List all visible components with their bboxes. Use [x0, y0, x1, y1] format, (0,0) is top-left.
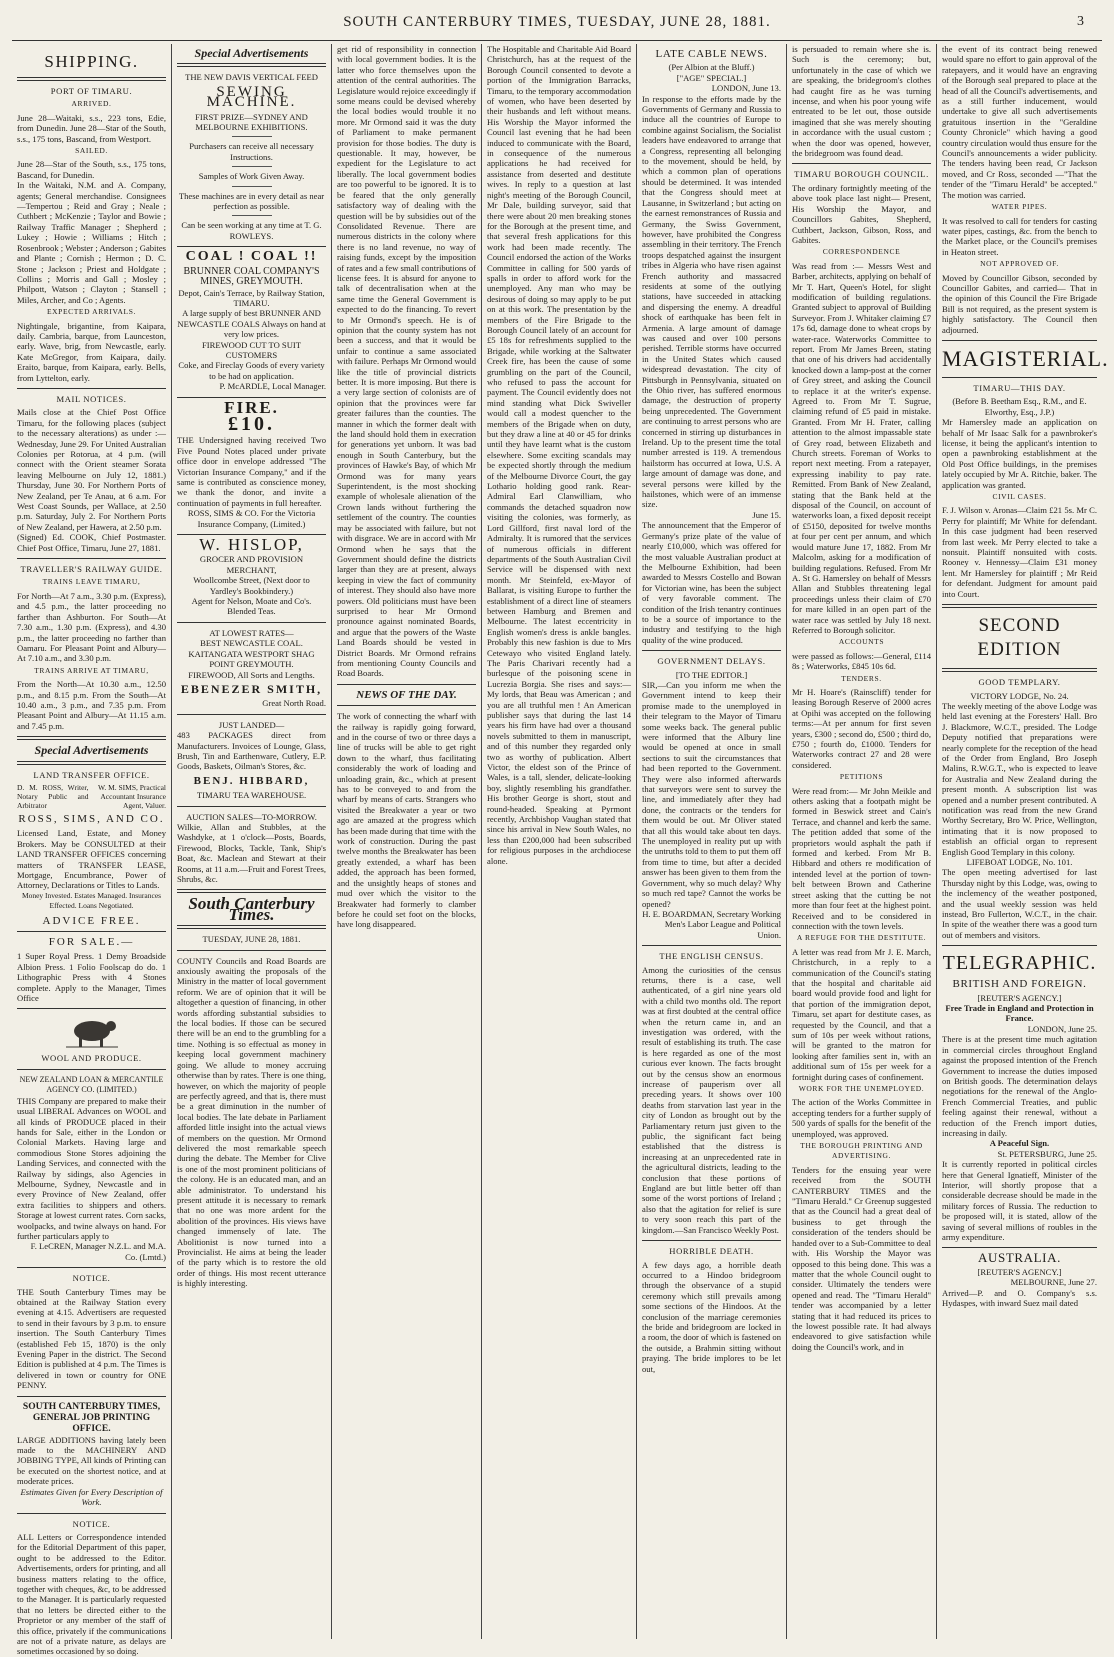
hislop-agent: Agent for Nelson, Moate and Co's. Blended Teas. — [191, 596, 312, 617]
column-1 — [12, 44, 172, 1657]
masthead — [0, 0, 1114, 34]
in-port-text: In the Waitaki, N.M. and A. Company, agents; General merchandise. Consignees —Tempertou ; Reid and Gray ; Neale ; Cuthbert ; McKenzie ; Taylor and Bowie ; Railway Traffic Manager ; Shepherd ; Lukey ; Howie ; Williams ; Hitch ; Rosenbrook ; Webster ; Anderson ; Gabites and Plante ; Cornish ; Hermon ; D. C. Stone ; Jackson ; Priest and Holdgate ; Collins ; Morris and Gall ; Mosley ; Philpott, Watson ; Clayton ; Stansell ; Miles, Archer, and Co ; Agents. — [17, 180, 166, 305]
mail-text: Mails close at the Chief Post Office Timaru, for the following places (subject to the necessary alterations) as under :— Wednesday, June 29. For United Australian Colonies per Rotorua, at 4 p.m. (will connect with the Orient steamer Sorata leaving Melbourne on July 12, 1881.) Thursday, June 30. For Northern Ports of New Zealand, per Te Anau, at 6 a.m. For West Coast Sounds, per Wallace, at 2.50 p.m. Saturday, July 2. For Northern Ports of New Zealand, per Hawera, at 2.50 p.m. — [17, 407, 166, 532]
sewing-machine-heading: SEWING MACHINE. — [206, 83, 297, 111]
smith-sub: Great North Road. — [262, 698, 326, 709]
horrible-continued: is persuaded to remain where she is. Such is the ceremony; but, unfortunately in the case of which we are speaking, the bridegroom's clothes had caught fire as he was turning incense, and when his poor young wife entreated to be let out, those outside imagined that she was merely shouting in accordance with the usual custom ; when the door was opened, however, the bridegroom was found dead. — [792, 44, 931, 159]
divider — [17, 1069, 166, 1070]
petitions-text: Were read from:— Mr John Meikle and others asking that a footpath might be formed in Beswick street and Cain's Terrace, and channel and kerb the same. The petition added that some of the proprietors would asphalt the path if formed and kerbed. From Mr B. Hibbard and others re modification of intended level at the portion of town-belt between Brown and Catherine street asking that the cutting be not more than four feet at the highest point. Received and to be considered in connection with the town levels. — [792, 785, 931, 931]
trains-arrive-text: From the North—At 10.30 a.m., 12.50 p.m., and 8.15 p.m. From the South—At 10.40 a.m., 3 p.m., and 7.35 p.m. From Pleasant Point and Albury—At 11.15 a.m. and 7.45 p.m. — [17, 679, 166, 731]
printing-text: Tenders for the ensuing year were received from the SOUTH CANTERBURY TIMES and the "Timaru Herald." Cr Greenup suggested that as the Council had a great deal of business to get through the consideration of the tenders should be handed over to a Sub-Committee to deal with. His Worship the Mayor was opposed to this being done. This was a matter that the whole Council ought to consider. Ultimately the tenders were opened and read. The "Timaru Herald" tender was accompanied by a letter stating that it had reduced its prices to the lowest possible rate. It had always endeavored to give satisfaction while doing the Council's work, and in — [792, 1164, 931, 1352]
hislop-address: Woollcombe Street, (Next door to Yardley's Bookbindery.) — [193, 575, 310, 596]
borough-heading: TIMARU BOROUGH COUNCIL. — [794, 169, 929, 180]
tenders-text: Mr H. Hoare's (Rainscliff) tender for leasing Borough Reserve of 2000 acres at Opihi was accepted on the following terms:—At per annum for first seven years, £300 ; second do, £500 ; third do, £750 ; fourth do, £1000. Tenders for Waterworks contract 27 and 28 were considered. — [792, 686, 931, 770]
divider — [17, 388, 166, 389]
london-dateline: LONDON, June 25. — [1027, 1023, 1097, 1034]
gov-delays-heading: GOVERNMENT DELAYS. — [657, 656, 766, 667]
accounts-label: ACCOUNTS — [838, 637, 885, 647]
lifeboat-lodge: LIFEBOAT LODGE, No. 101. — [966, 857, 1073, 867]
trains-leave-text: For North—At 7 a.m., 3.30 p.m. (Express), and 4.5 p.m., the latter proceeding no farther than Ashburton. For South—At 7.30 a.m., 1.30 p.m. (Express), and 4.30 p.m., the latter proceeding no farther than Oamaru. For Pleasant Point and Albury—At 7.10 a.m., and 3.30 p.m. — [17, 590, 166, 664]
ross-firm: ROSS, SIMS, AND CO. — [18, 812, 165, 825]
divider — [642, 945, 781, 946]
expected-text: Nightingale, brigantine, from Kaipara, daily. Cambria, barque, from Launceston, early. Wave, brig, from Newcastle, early. Kate McGregor, from Kaipara, daily. Eraito, barque, from Kaipara, early. Bells, from Lyttelton, early. — [17, 320, 166, 383]
water-pipes-label: WATER PIPES. — [991, 202, 1048, 212]
divider — [942, 604, 1097, 608]
notice-heading: NOTICE. — [72, 1273, 111, 1284]
hislop-heading: W. HISLOP, — [199, 535, 304, 555]
hibbard-heading: BENJ. HIBBARD, — [193, 774, 310, 787]
packages-text: 483 PACKAGES direct from Manufacturers. Invoices of Lounge, Glass, Brush, Tin and Earthenware, Cutlery, E.P. Goods, Baskets, Oilman's Stores, &c. — [177, 730, 326, 772]
divider — [17, 736, 166, 740]
accounts-text: were passed as follows:—General, £114 8s ; Waterworks, £845 10s 6d. — [792, 650, 931, 672]
cable-sub: (Per Albion at the Bluff.) — [668, 62, 755, 73]
divider — [177, 806, 326, 807]
for-sale-text: 1 Super Royal Press. 1 Demy Broadside Albion Press. 1 Folio Foolscap do do. 1 Lithographic Press with 4 Stones complete. Apply to the Manager, Times Office — [17, 951, 166, 1004]
borough-text-2: Was read from :— Messrs West and Barber, architects, applying on behalf of Mr T. Hart, Queen's Hotel, for slight modification of building regulations. Granted subject to approval of Building Surveyor. From J. Whitaker claiming £7 17s 6d, damage done to wheat crops by water-race. Waterworks Committee to report. From Mr James Breen, stating that one of his drivers had accidentally knocked down a lamp-post at the corner of Grey street, and asking the Council to replace it at the writer's expense. Agreed to. From Mr T. Sugrue, claiming refund of £5 paid in mistake. Granted. From Mr H. Frater, calling attention to the almost impassable state of Grey road, between Elizabeth and Church streets. Foreman of Works to report next meeting. From a ratepayer, expressing inability to pay rate. Remitted. From Bank of New Zealand, stating that the Bank held at the disposal of the Council, on account of waterworks loan, a fixed deposit receipt of £5150, deposited for twelve months at four per cent per annum, and which would mature June 17, 1882. From Mr Malcolm, asking for a modification of building regulations. Refused. From Mr A. St G. Hamersley on behalf of Messrs Allan and Stubbles threatening legal proceedings unless their claim of £70 for mare killed in an open part of the water race was settled by July 18 next. Referred to Borough solicitor. — [792, 260, 931, 635]
hislop-sub: GROCER AND PROVISION MERCHANT, — [199, 554, 304, 575]
petitions-label: PETITIONS — [839, 772, 884, 782]
running-head: SOUTH CANTERBURY TIMES, TUESDAY, JUNE 28, 1881. — [343, 14, 771, 30]
top-rule — [12, 40, 1102, 41]
cable-dateline: LONDON, June 13. — [711, 83, 781, 94]
second-edition-heading: SECOND EDITION — [977, 615, 1062, 661]
cable-heading: LATE CABLE NEWS. — [655, 48, 768, 60]
divider — [177, 63, 326, 67]
for-sale-heading: FOR SALE.— — [48, 936, 135, 949]
prize-text: FIRST PRIZE—SYDNEY AND MELBOURNE EXHIBITIONS. — [195, 111, 308, 133]
magisterial-heading: MAGISTERIAL. — [942, 345, 1109, 371]
divider — [232, 215, 272, 216]
divider — [642, 650, 781, 651]
trains-arrive-heading: TRAINS ARRIVE AT TIMARU, — [34, 665, 149, 675]
samples-text: Samples of Work Given Away. — [198, 171, 305, 182]
sailed-text: June 28—Star of the South, s.s., 175 tons, Bascand, for Dunedin. — [17, 159, 166, 180]
free-trade-text: There is at the present time much agitation in commercial circles throughout England against the proposed intention of the French Government to increase the duties imposed on British goods. The determination delays negotiations for the renewal of the Anglo-French Commercial Treaties, and public feeling against their renewal, without a reduction of the French import duties, increasing in daily. — [942, 1034, 1097, 1138]
divider — [942, 668, 1097, 672]
fire-text: THE Undersigned having received Two Five Pound Notes placed under private office door in envelope addressed "The Victorian Insurance Company," and if the same is contributed as conscience money, we thank the donor, and invite a continuation of payments in full hereafter. — [177, 435, 326, 508]
british-foreign-heading: BRITISH AND FOREIGN. — [952, 978, 1087, 991]
railway-heading: TRAVELLER'S RAILWAY GUIDE. — [20, 564, 163, 575]
divider — [17, 558, 166, 559]
mail-signed: (Signed) Ed. COOK, Chief Postmaster. Chief Post Office, Timaru, June 27, 1881. — [17, 532, 166, 553]
trains-leave-heading: TRAINS LEAVE TIMARU, — [42, 577, 141, 587]
estimates: Estimates Given for Every Description of Work. — [20, 1486, 163, 1508]
timaru-day: TIMARU—THIS DAY. — [973, 382, 1066, 393]
civil-cases-label: CIVIL CASES. — [992, 492, 1047, 502]
templary-text: The weekly meeting of the above Lodge was held last evening at the Foresters' Hall. Bro J. Blackmore, W.C.T., presided. The Lodge Deputy notified that preparations were nearly complete for the reception of the head of the Order from England, Bro Joseph Malins, R.W.G.T., who is expected to leave for Australia and New Zealand during the present month. A subscription list was opened and a number present contributed. A notification was read from the new Grand Worthy Secretary, Bro W. Price, Wellington, intimating that it is now proposed to establish an official organ to represent English Good Templary in this colony. — [942, 700, 1097, 857]
column-3 — [332, 44, 482, 1639]
tenders-label: TENDERS. — [841, 673, 882, 683]
advice-free: ADVICE FREE. — [42, 914, 141, 927]
column-4 — [482, 44, 637, 1639]
victory-lodge: VICTORY LODGE, No. 24. — [970, 690, 1069, 701]
divider — [177, 622, 326, 623]
cable-text: In response to the efforts made by the Governments of Germany and Russia to induce all the countries of Europe to combine against Socialism, the Socialist leaders have endeavored to arrange that a Congress, representing all belonging to the movement, should be held, by which a common plan of operations should be determined. It was intended that the Congress should meet at Lausanne, in Switzerland ; but acting on the earnest remonstrances of Russia and Germany, the Swiss Government, however, have prohibited the Congress assembling in their territory. The French troops despatched against the insurgent tribes in Algeria who have risen against French authority and massacred residents at some of the outlying stations, have succeeded in attacking and dispersing the enemy. A dreadful shock of earthquake has been felt in Armenia. A large amount of damage was caused and over 100 persons perished. Terrible storms have occurred in the United States which caused widespread devastation. The city of Pittsburgh in Pennsylvania, situated on the Ohio river, has suffered enormous damage, the destruction of property being unprecedented. The Government are continuing to arrest persons who are concerned in stirring up disturbances in Ireland. Up to the present time the total number arrested is 119. A tremendous hailstorm has occurred at Iowa, U.S. A large amount of damage was done, and several persons were killed by the hailstones, which were of an immense size. — [642, 93, 781, 510]
letter-text: SIR,—Can you inform me when the Government intend to keep their promise made to the unemployed in their telegram to the Mayor of Timaru some weeks back. The general public were informed that the Albury line would be opened at once in small sections to suit the circumstances that had been reported to the Government. They were also informed afterwards that surveyors were sent to survey the line, and immediately after they had done, the contracts or the tenders for them would be out. Mr Oliver stated that all this would take about ten days. The unemployed in reality put up with the untruths told to them to put them off from time to time, but after a decided answer has been given to them from the Government, why so much delay? Why so much red tape? Cannot the works be opened? — [642, 679, 781, 909]
special-ads-heading: Special Advertisements — [194, 46, 309, 60]
instructions-text: Purchasers can receive all necessary Instructions. — [189, 141, 314, 162]
horrible-heading: HORRIBLE DEATH. — [669, 1246, 754, 1257]
peaceful-heading: A Peaceful Sign. — [989, 1138, 1050, 1149]
divider — [232, 186, 272, 187]
lifeboat-text: The open meeting advertised for last Thursday night by this Lodge, was, owing to the inclemency of the weather postponed, and the usual weekly session was held instead, Bro Fullerton, W.C.T., in the chair. In spite of the weather there was a good turn out of members and visitors. — [942, 867, 1097, 940]
fire-sign: ROSS, SIMS & CO. For the Victoria Insurance Company, (Limited.) — [187, 508, 316, 529]
divider — [17, 931, 166, 932]
divider — [942, 377, 1097, 378]
divider — [177, 889, 326, 893]
notice-text-2: ALL Letters or Correspondence intended for the Editorial Department of this paper, ought to be addressed to the Editor. Advertisements, orders for printing, and all business matters relating to the office, together with cheques, &c, to be addressed to the Manager. It is particularly requested that no letters be directed either to the Proprietor or any member of the staff of this office, privately if the communications are not of a private nature, as delays are sometimes occasioned by so doing. — [17, 1531, 166, 1657]
horrible-text: A few days ago, a horrible death occurred to a Hindoo bridegroom through the observance of a stupid ceremony which still prevails among some sections of the Hindoos. At the conclusion of the marriage ceremonies the bride and bridegroom are locked in a room, the door of which is fastened on the outside, a Brahmin sitting without praying. The bride implores to be let out, — [642, 1259, 781, 1374]
good-templary-heading: GOOD TEMPLARY. — [978, 677, 1061, 688]
page-number: 3 — [1077, 14, 1084, 29]
divider — [17, 77, 166, 81]
coal-list: BEST NEWCASTLE COAL. KAITANGATA WESTPORT SHAG POINT GREYMOUTH. — [188, 638, 315, 670]
column-7 — [937, 44, 1109, 1639]
nz-loan-sign: F. LeCREN, Manager N.Z.L. and M.A. Co. (Lmtd.) — [30, 1241, 166, 1262]
petersburg-dateline: St. PETERSBURG, June 25. — [997, 1148, 1097, 1159]
nz-loan-text: THIS Company are prepared to make their usual LIBERAL Advances on WOOL and all kinds of PRODUCE placed in their hands for Sale, either in the London or Colonial Markets. Having large and commodious Stone Stores adjoining the Landing Services, and connected with the Railway by sidings, also Agencies in Melbourne, Sydney, Newcastle and in every Province of New Zealand, offer extra facilities to shippers and others. Storage at lowest current rates. Corn sacks, woolpacks, and twine always on hand. For further particulars apply to — [17, 1095, 166, 1241]
nz-loan-heading: NEW ZEALAND LOAN & MERCANTILE AGENCY CO. (LIMITED.) — [19, 1074, 164, 1095]
smith-heading: EBENEZER SMITH, — [180, 681, 323, 696]
divider — [232, 166, 272, 167]
special-ads-heading: Special Advertisements — [34, 743, 149, 758]
hibbard-sub: TIMARU TEA WAREHOUSE. — [196, 790, 307, 801]
divider — [337, 705, 476, 706]
columns — [12, 44, 1109, 1657]
ross-right: W. M. SIMS, Practical Accountant Insurance Agent, Valuer. — [97, 782, 166, 810]
wool-heading: WOOL AND PRODUCE. — [41, 1053, 142, 1064]
fire-heading: FIRE. — [224, 397, 279, 417]
divider — [177, 714, 326, 715]
divider — [17, 761, 166, 765]
news-heading: NEWS OF THE DAY. — [356, 688, 457, 701]
arrived-label: ARRIVED. — [71, 99, 112, 109]
australia-heading: AUSTRALIA. — [978, 1250, 1061, 1266]
ross-left: D. M. ROSS, Writer, Notary Public and Arbitrator — [17, 782, 89, 810]
printing-label: THE BOROUGH PRINTING AND ADVERTISING. — [800, 1141, 923, 1161]
divider — [942, 1247, 1097, 1248]
port-heading: PORT OF TIMARU. — [50, 86, 133, 96]
work-text: The action of the Works Committee in accepting tenders for a further supply of 500 yards of spalls for the benefit of the unemployed, was approved. — [792, 1097, 931, 1139]
work-label: WORK FOR THE UNEMPLOYED. — [798, 1084, 925, 1093]
column-5 — [637, 44, 787, 1639]
money-invested: Money Invested. Estates Managed. Insurances Effected. Loans Negotiated. — [21, 890, 162, 911]
borough-text: The ordinary fortnightly meeting of the above took place last night— Present, His Worship the Mayor, and Councillors Gabites, Shepherd, Cuthbert, Jackson, Gibson, Ross, and Gabites. — [792, 182, 931, 245]
divider — [337, 684, 476, 685]
news-continued: The Hospitable and Charitable Aid Board Christchurch, has at the request of the Borough Council consented to devote a portion of the Immigration Barracks, Timaru, to the temporary accommodation of women, who have been deserted by their husbands and left without means. His Worship the Mayor informed the Council last evening that he had been induced to communicate with the Board, in consequence of the numerous applications he had received for assistance from deserted and destitute wives. In reply to a question at last night's meeting of the Borough Council, Mr Dale, building surveyor, said that there were about 20 men breaking stones for the Borough at the present time, and that several fresh applications for this work had been made recently. The Council endorsed the action of the Works Committee in calling for 500 yards of spalls in order to afford work for the unemployed. Any man who may be desirous of doing so may apply to be put on at this work. The presentation by the members of the Fire Brigade to the Borough Council lately of an account for £5 18s for refreshments supplied to the Brigade, while working at the Saltwater Creek fire, has been the cause of some grumbling on the part of the Council, who refused to pass the account for payment. The Council evidently does not mind standing what Dick Swiveller would call a modest quencher to the members of the Brigade when on duty, but they draw a line at 40 or 45 for drinks until they have learnt what is the custom elsewhere. Some exciting scandals may be expected shortly through the medium of the Melbourne Divorce Court, the gay Lothario holding good rank. Rear-Admiral Earl Clanwilliam, who commands the detached squadron now visiting the colonies, was formerly, as Lord Gillford, first naval lord of the Admiralty. It is rumored that the services of numerous officials in different departments of the South Australian Civil Service will be dispensed with next month. Mr Steinfeld, ex-Mayor of Ballarat, is visiting Europe to further the establishment of a direct line of steamers between Hamburg and Bremen and Melbourne. The latest eccentricity in English women's dress is ankle bangles. Probably this new fashion is due to Mrs Cetewayo who visited England lately. The Paris Charivari recently had a burlesque of the poisoning scene in Lucrezia Borgia. She rises and says:—My lords, that Beau was American ; and you are all truthful men ! An American publisher says that during the last 14 years his firm have had over a thousand novels submitted to them in manuscript, and of this number they regarded only two as worthy of publication. Albert Victor, the eldest son of the Prince of Wales, is a tall, slender, delicate-looking boy, slightly resembling his grandfather. His brother George is short, stout and round-headed. Speaking at Pyrmont recently, Archbishop Vaughan stated that since his arrival in New South Wales, no less than £200,000 had been subscribed for religious purposes in the archdiocese alone. — [487, 44, 631, 866]
not-approved-label: NOT APPROVED OF. — [980, 259, 1059, 269]
arrived-text: June 28—Waitaki, s.s., 223 tons, Edie, from Dunedin. June 28—Star of the South, s.s., 175 tons, Bascand, from Westport. — [17, 112, 166, 144]
telegraphic-heading: TELEGRAPHIC. — [942, 952, 1097, 975]
census-heading: THE ENGLISH CENSUS. — [659, 951, 764, 962]
divider — [17, 1513, 166, 1514]
notice-text: THE South Canterbury Times may be obtained at the Railway Station every evening at 4.15. Advertisers are requested to send in their favours by 3 p.m. to ensure insertion. The South Canterbury Times (established Feb 15, 1870) is the only Evening Paper in the district. The Second Edition is published at 4 p.m. The Times is delivered in town or country for ONE PENNY. — [17, 1286, 166, 1391]
magisterial-text: Mr Hamersley made an application on behalf of Mr Isaac Salk for a pawnbroker's license, it being the applicant's intention to open a pawnbroking establishment at the Old Post Office buildings, in the premises lately occupied by Mr A. Ritchie, baker. The application was granted. — [942, 417, 1097, 490]
paper-title: South Canterbury Times. — [188, 894, 315, 924]
mail-heading: MAIL NOTICES. — [56, 393, 127, 404]
reuters-agency: [REUTER'S AGENCY.] — [977, 992, 1062, 1003]
firewood-list: FIREWOOD, All Sorts and Lengths. — [188, 669, 315, 680]
refuge-label: A REFUGE FOR THE DESTITUTE. — [796, 933, 927, 943]
column-6 — [787, 44, 937, 1639]
mcardle-text: P. McARDLE, Local Manager. — [219, 381, 326, 392]
peaceful-text: It is currently reported in political circles here that General Ignatieff, Minister of the Interior, will shortly propose that a considerable decrease should be made in the military forces of Russia. The reduction to be proposed will, it is stated, allow of the saving of several millions of roubles in the army expenditure. — [942, 1159, 1097, 1242]
divider — [17, 1267, 166, 1268]
depot-text: Depot, Cain's Terrace, by Railway Station, TIMARU. — [178, 287, 325, 308]
land-transfer-heading: LAND TRANSFER OFFICE. — [33, 769, 150, 780]
to-editor: [TO THE EDITOR.] — [675, 669, 748, 680]
civil-cases-text: F. J. Wilson v. Aronas—Claim £21 5s. Mr C. Perry for plaintiff; Mr White for defendant. In this case judgment had been reserved from last week. Mr Perry elected to take a nonsuit. Plaintiff nonsuited with costs. Rooney v. Hennessy—Claim £31 money lent. Mr Hamersley for plaintiff ; Mr Reid for defendant. Judgment for amount paid into Court. — [942, 505, 1097, 599]
notice-heading-2: NOTICE. — [72, 1518, 111, 1529]
refuge-text: A letter was read from Mr J. E. March, Christchurch, in a reply to a communication of the Council's stating that the hospital and charitable aid board would provide food and light for that portion of the immigration depot, Timaru, set apart for destitute cases, as requested by the Council, and that a sum of 10s per week without rations, will be granted to the matron for looking after families sent in, with an additional sum of 15s per week for a fortnight during cases of confinement. — [792, 946, 931, 1082]
firewood-text: FIREWOOD CUT TO SUIT CUSTOMERS — [201, 339, 302, 360]
ross-text: Licensed Land, Estate, and Money Brokers. May be CONSULTED at their LAND TRANSFER OFFICES concerning matters of TRANSFER LEASE, Mortgage, Encumbrance, Power of Attorney, Declarations or Titles to Lands. — [17, 828, 166, 891]
divider — [642, 1240, 781, 1241]
reuters-agency-2: [REUTER'S AGENCY.] — [977, 1266, 1062, 1277]
shipping-heading: SHIPPING. — [44, 52, 139, 71]
divider — [232, 136, 272, 137]
divider — [792, 163, 931, 164]
divider — [942, 945, 1097, 946]
divider — [17, 1008, 166, 1009]
cable-agency: ["AGE" SPECIAL.] — [676, 72, 747, 83]
expected-label: EXPECTED ARRIVALS. — [46, 307, 136, 317]
divider — [177, 950, 326, 951]
brunner-text: A large supply of best BRUNNER AND NEWCASTLE COALS Always on hand at very low prices. — [177, 308, 326, 340]
water-pipes-text: It was resolved to call for tenders for casting water pipes, castings, &c. from the bench to the Market place, or the Council's premises in Heaton street. — [942, 215, 1097, 257]
sailed-label: SAILED. — [75, 146, 108, 156]
free-trade-heading: Free Trade in England and Protection in France. — [945, 1003, 1094, 1024]
melbourne-dateline: MELBOURNE, June 27. — [1010, 1277, 1097, 1288]
news-text: The work of connecting the wharf with the railway is rapidly going forward, and in the course of two or three days a line of trucks will be able to get right down to the wharf, thus facilitating considerably the work of loading and unloading grain, &c., which at present has to be conveyed to and from the wharf by means of carts. Strangers who visited the Breakwater a year or two ago are amazed at the progress which has been made during that time with the work of construction. During the past twelve months the Breakwater has been greatly extended, a wharf has been added, the approach has been formed, and the unsightly heaps of stones and mud over which the visitor to the Breakwater had formerly to clamber before he could set foot on the blocks, have long disappeared. — [337, 711, 476, 930]
davis-heading: THE NEW DAVIS VERTICAL FEED — [185, 72, 318, 83]
editorial-text: COUNTY Councils and Road Boards are anxiously awaiting the proposals of the Ministry in the matter of local government reform. We are of opinion that it will be altogether a question of financing, in other words affording substantial subsidies to the local bodies. If those can be secured there will be an end to the grumbling for a time. Nothing is so effectual as money in keeping local government machinery going. We allude to money accruing otherwise than by rates. There is one thing, however, on which the majority of people are perfectly agreed, and that is, there must be a great diminution in the number of local bodies. The late debate in Parliament afforded little insight into the actual views of members on the question. Mr Ormond delivered the most remarkable speech during the debate. The Member for Clive is one of the most prominent politicians of the colony. He is an educated man, and an able administrator. To understand his present attitude it is necessary to remark that no one was more ardent for the abolition of the provinces. His views have changed immensely of late. The Abolitionist is now turned into a Provincialist. He aims at being the leader of the party which is to restore the old order of things. His most recent utterance is highly interesting. — [177, 955, 326, 1289]
divider — [942, 340, 1097, 341]
census-text: Among the curiosities of the census returns, there is a case, well authenticated, of a girl nine years old with a child two months old. The report was at first doubted at the central office when the return came in, and an investigation was ordered, with the result of establishing its truth. The case is here regarded as one of the most curious ever known. The facts brought out by the census show an enormous increase of pauperism over all preceding years. It shows over 100 deaths from starvation last year in the city of London as brought out by the Parliamentary return just given to the public, the significant fact being established that the distress is increasing at an unprecedented rate in the agricultural districts, leading to the conclusion that these portions of England are but little better off than some of the worst portions of Ireland ; also that the agitation for relief is sure to very soon reach this part of the kingdom.—San Francisco Weekly Post. — [642, 964, 781, 1235]
rowleys-text: Can be seen working at any time at T. G. ROWLEYS. — [181, 220, 322, 241]
reward-amount: £10. — [228, 412, 275, 435]
auction-heading: AUCTION SALES—TO-MORROW. — [186, 811, 317, 822]
not-approved-text: Moved by Councillor Gibson, seconded by Councillor Gabites, and carried— That in the opinion of this Council the Fire Brigade Bill is not required, as the present system is highly satisfactory. The Council then adjourned. — [942, 272, 1097, 335]
sheep-icon — [64, 1014, 120, 1048]
lowest-rates: AT LOWEST RATES— — [209, 627, 294, 638]
paper-date: TUESDAY, JUNE 28, 1881. — [202, 934, 301, 945]
correspondence-label: CORRESPONDENCE — [822, 247, 901, 257]
coke-text: Coke, and Fireclay Goods of every variety to be had on application. — [178, 360, 325, 381]
auction-text: Wilkie, Allan and Stubbles, at the Washdyke, at 1 o'clock—Posts, Boards, Firewood, Blocks, Tackle, Tank, Ship's Boat, &c. Maclean and Stewart at their Rooms, at 11 a.m.—Fruit and Forest Trees, Shrubs, &c. — [177, 821, 326, 884]
just-landed: JUST LANDED— — [218, 719, 285, 730]
job-office-heading: SOUTH CANTERBURY TIMES, GENERAL JOB PRINTING OFFICE. — [22, 1401, 161, 1434]
ross-names — [17, 783, 166, 810]
divider — [17, 1396, 166, 1397]
coal-heading: COAL ! COAL !! — [185, 249, 318, 265]
printing-continued: the event of its contract being renewed would spare no effort to gain approval of the ratepayers, and it would have an engraving of the Borough seal prepared to place at the head of all the Council's advertisements, and as a still further inducement, would undertake to give all such advertisements gratuitous insertion in the "Geraldine County Chronicle" which having a good country circulation would thus ensure for the Council's announcements a wider publicity. The tenders having been read, Cr Jackson moved, and Cr Ross, seconded —"That the tender of the "Timaru Herald" be accepted." The motion was carried. — [942, 44, 1097, 200]
bench: (Before B. Beetham Esq., R.M., and E. Elworthy, Esq., J.P.) — [952, 396, 1087, 417]
divider — [177, 925, 326, 929]
cable-text-2: The announcement that the Emperor of Germany's prize plate of the value of nearly £10,000, which was offered for the most valuable Australian product at the Melbourne Exhibition, had been awarded to Messrs Costello and Bowan for Victorian wine, has been the subject of very favorable comment. The condition of the Irish tenantry continues to be a source of importance to the industry and testifying to the high quality of the wine produced. — [642, 520, 781, 645]
brunner-heading: BRUNNER COAL COMPANY'S MINES, GREYMOUTH. — [183, 265, 320, 288]
job-office-text: LARGE ADDITIONS having lately been made to the MACHINERY AND JOBBING TYPE, All kinds of Printing can be executed on the shortest notice, and at moderate prices. — [17, 1434, 166, 1487]
arrived-po-text: Arrived—P. and O. Company's s.s. Hydaspes, with inward Suez mail dated — [942, 1287, 1097, 1309]
machines-text: These machines are in every detail as near perfection as possible. — [178, 190, 325, 212]
divider — [177, 246, 326, 247]
column-2 — [172, 44, 332, 1639]
editorial-continued: get rid of responsibility in connection with local government bodies. It is the latter who force themselves upon the attention of the central authorities. The Legislature would rejoice exceedingly if some means could be devised whereby the local bodies would trouble it no more. Mr Ormond said it was the duty of Parliament to make permanent provision for those bodies. The duty is questionable. It may, however, be expedient for the Legislature to act liberally. The local government bodies are too powerful to be ignored. It is to be feared that the only generally satisfactory way of dealing with the question will be by subsidies out of the Consolidated Revenue. There are numerous districts in the colony where there is no land revenue, no way of raising funds, except by the imposition of rates and a few small contributions of license fees. It is absurd for anyone to talk of decentralisation when at the same time the General Government is expected to do the financing. To revert to Mr Ormond's speech. He is of opinion that the county system has not been a success, and that it would be unfair to continue a same associated with failure. Perhaps Mr Ormond would like the title of provincial districts better. It is more imposing. But there is a very large section of colonists are of opinion that the provinces were far greater failures than the counties. The manner in which the former dealt with the land should hold them in execration for generations yet unborn. It was bad enough in South Canterbury, but the provinces of Hawke's Bay, of which Mr Ormond was for many years Superintendent, is the most shocking example of wholesale alienation of the Crown lands without furthering the settlement of the country. The counties may be associated with failure, but not with disgrace. We are in accord with Mr Ormond when he says that the Government should define the districts larger than they are at present, always keeping in view the fact of community of interest. They should also have more powers. Old politicians must have been surprised to hear Mr Ormond pronounce against nominated Boards, and argue that the powers of the Waste Land Boards should be vested in District Boards. Mr Ormond refrains from mentioning County Councils and Road Boards. — [337, 44, 476, 679]
letter-sign: H. E. BOARDMAN, Secretary Working Men's Labor League and Political Union. — [642, 908, 781, 940]
cable-dateline-2: June 15. — [752, 509, 781, 520]
